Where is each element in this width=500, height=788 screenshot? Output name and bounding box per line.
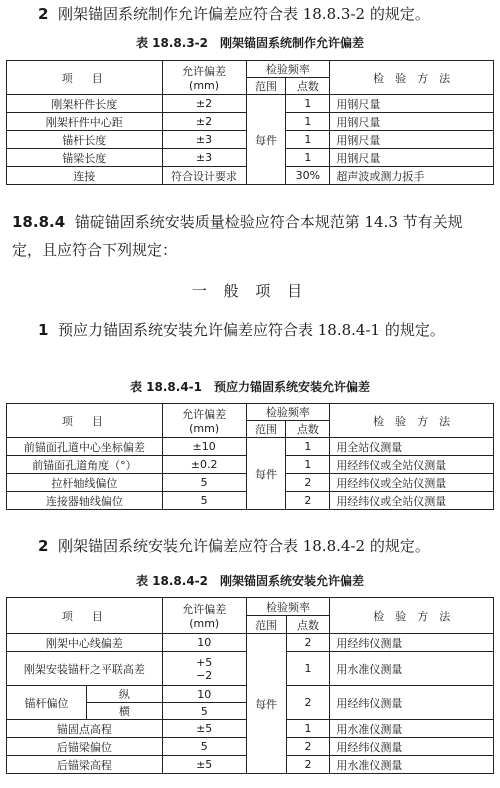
- cell-tolerance: 5: [162, 474, 246, 492]
- cell-tolerance: 5: [162, 703, 246, 720]
- cell-item: 刚架杆件长度: [7, 95, 163, 113]
- cell-points: 2: [286, 756, 330, 774]
- cell-tolerance: ±10: [162, 438, 246, 456]
- item-text: 预应力锚固系统安装允许偏差应符合表 18.8.4-1 的规定。: [57, 321, 445, 339]
- header-points: 点数: [286, 421, 330, 438]
- cell-tolerance: 5: [162, 738, 246, 756]
- cell-tolerance: +5 −2: [162, 652, 246, 686]
- general-items-heading: 一 般 项 目: [191, 282, 309, 300]
- item-1-paragraph: [12, 316, 488, 344]
- cell-points: 1: [286, 652, 330, 686]
- cell-method: 用水准仪测量: [330, 652, 494, 686]
- cell-item: 前锚面孔道中心坐标偏差: [7, 438, 163, 456]
- cell-method: 用经纬仪测量: [330, 738, 494, 756]
- header-points: 点数: [286, 616, 330, 634]
- cell-method: 用钢尺量: [330, 95, 494, 113]
- table-header-row: [7, 404, 494, 421]
- cell-tolerance: 10: [162, 634, 246, 652]
- item-number: 1: [38, 321, 49, 339]
- table-row: [7, 438, 494, 456]
- cell-item: 连接: [7, 167, 163, 185]
- cell-group-label: 锚杆偏位: [7, 686, 87, 720]
- cell-item: 锚杆长度: [7, 131, 163, 149]
- item-number: 2: [38, 5, 49, 23]
- item-2-paragraph: [12, 532, 488, 560]
- table-row: [7, 95, 494, 113]
- cell-points: 2: [286, 686, 330, 720]
- item-text: 刚架锚固系统制作允许偏差应符合表 18.8.3-2 的规定。: [57, 5, 430, 23]
- cell-subitem: 横: [86, 703, 162, 720]
- cell-points: 2: [286, 738, 330, 756]
- cell-item: 后锚梁高程: [7, 756, 163, 774]
- header-tolerance: 允许偏差 (mm): [162, 404, 246, 438]
- cell-points: 2: [286, 474, 330, 492]
- header-tolerance: 允许偏差 (mm): [162, 598, 246, 634]
- header-item: 项 目: [7, 61, 163, 95]
- cell-points: 1: [286, 95, 330, 113]
- table-header-row: [7, 598, 494, 616]
- cell-tolerance: ±2: [162, 113, 246, 131]
- table-row: [7, 634, 494, 652]
- cell-method: 超声波或测力扳手: [330, 167, 494, 185]
- cell-tolerance: ±3: [162, 149, 246, 167]
- cell-item: 前锚面孔道角度（°）: [7, 456, 163, 474]
- cell-item: 刚架杆件中心距: [7, 113, 163, 131]
- cell-tolerance: ±2: [162, 95, 246, 113]
- item-text: 刚架锚固系统安装允许偏差应符合表 18.8.4-2 的规定。: [57, 537, 430, 555]
- cell-method: 用全站仪测量: [330, 438, 494, 456]
- cell-tolerance: ±0.2: [162, 456, 246, 474]
- section-18-8-4-paragraph: [12, 208, 488, 264]
- cell-points: 1: [286, 720, 330, 738]
- table-frame-fabrication-tolerance: [6, 60, 494, 185]
- header-frequency: 检验频率: [246, 598, 330, 616]
- header-method: 检 验 方 法: [330, 404, 494, 438]
- cell-method: 用钢尺量: [330, 149, 494, 167]
- cell-range: 每件: [246, 95, 286, 185]
- cell-method: 用经纬仪或全站仪测量: [330, 474, 494, 492]
- cell-points: 2: [286, 492, 330, 510]
- cell-tolerance: ±5: [162, 756, 246, 774]
- cell-item: 刚架中心线偏差: [7, 634, 163, 652]
- header-item: 项 目: [7, 404, 163, 438]
- cell-tolerance: 5: [162, 492, 246, 510]
- cell-method: 用水准仪测量: [330, 756, 494, 774]
- header-range: 范围: [246, 616, 286, 634]
- header-frequency: 检验频率: [246, 61, 330, 78]
- cell-method: 用钢尺量: [330, 113, 494, 131]
- cell-points: 1: [286, 149, 330, 167]
- table-header-row: [7, 61, 494, 78]
- cell-method: 用经纬仪测量: [330, 686, 494, 720]
- table-caption: 表 18.8.4-1 预应力锚固系统安装允许偏差: [129, 380, 371, 394]
- cell-points: 30%: [286, 167, 330, 185]
- cell-method: 用经纬仪测量: [330, 634, 494, 652]
- cell-tolerance: ±5: [162, 720, 246, 738]
- cell-item: 锚固点高程: [7, 720, 163, 738]
- cell-item: 后锚梁偏位: [7, 738, 163, 756]
- table-caption: 表 18.8.3-2 刚架锚固系统制作允许偏差: [135, 36, 365, 50]
- cell-method: 用经纬仪或全站仪测量: [330, 492, 494, 510]
- cell-range: 每件: [246, 438, 286, 510]
- cell-points: 1: [286, 113, 330, 131]
- cell-points: 1: [286, 131, 330, 149]
- header-points: 点数: [286, 78, 330, 95]
- cell-points: 2: [286, 634, 330, 652]
- header-frequency: 检验频率: [246, 404, 330, 421]
- cell-points: 1: [286, 456, 330, 474]
- header-method: 检 验 方 法: [330, 61, 494, 95]
- cell-tolerance: 10: [162, 686, 246, 703]
- header-item: 项 目: [7, 598, 163, 634]
- cell-points: 1: [286, 438, 330, 456]
- table-prestressed-anchor-tolerance: [6, 403, 494, 510]
- table-caption: 表 18.8.4-2 刚架锚固系统安装允许偏差: [135, 574, 365, 588]
- cell-tolerance: ±3: [162, 131, 246, 149]
- header-method: 检 验 方 法: [330, 598, 494, 634]
- header-range: 范围: [246, 78, 286, 95]
- cell-item: 刚架安装锚杆之平联高差: [7, 652, 163, 686]
- item-2-paragraph: [12, 0, 488, 28]
- cell-item: 锚梁长度: [7, 149, 163, 167]
- cell-item: 连接器轴线偏位: [7, 492, 163, 510]
- item-number: 2: [38, 537, 49, 555]
- section-number: 18.8.4: [12, 213, 66, 231]
- section-text: 锚碇锚固系统安装质量检验应符合本规范第 14.3 节有关规定，且应符合下列规定：: [12, 213, 463, 259]
- cell-method: 用水准仪测量: [330, 720, 494, 738]
- header-range: 范围: [246, 421, 286, 438]
- cell-tolerance: 符合设计要求: [162, 167, 246, 185]
- table-frame-installation-tolerance: [6, 597, 494, 774]
- cell-subitem: 纵: [86, 686, 162, 703]
- cell-item: 拉杆轴线偏位: [7, 474, 163, 492]
- cell-range: 每件: [246, 634, 286, 774]
- header-tolerance: 允许偏差 (mm): [162, 61, 246, 95]
- cell-method: 用钢尺量: [330, 131, 494, 149]
- cell-method: 用经纬仪或全站仪测量: [330, 456, 494, 474]
